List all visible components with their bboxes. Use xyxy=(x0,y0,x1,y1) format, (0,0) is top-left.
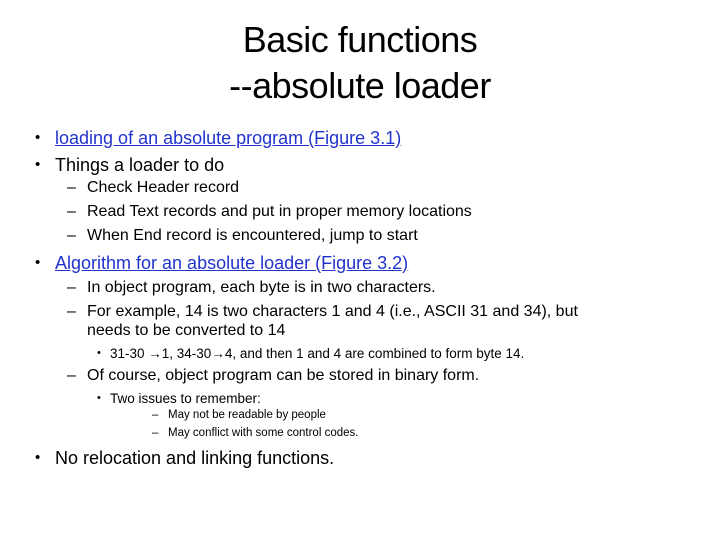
dash-marker: – xyxy=(67,303,76,320)
item-text: 31-30 →1, 34-30→4, and then 1 and 4 are combined to form byte 14. xyxy=(110,346,525,361)
bullet-disc-marker: • xyxy=(97,347,101,359)
item-no-relocation xyxy=(35,445,335,471)
item-when-end-record xyxy=(67,225,418,247)
item-things-loader-to-do xyxy=(35,152,225,178)
slide-title-line1: Basic functions xyxy=(242,19,478,60)
item-text: Things a loader to do xyxy=(55,155,225,175)
bullet-disc-marker: • xyxy=(35,254,41,271)
item-text: Check Header record xyxy=(87,179,240,196)
item-binary-form xyxy=(67,365,480,387)
bullet-disc-marker: • xyxy=(35,156,41,173)
bullet-disc-marker: • xyxy=(35,129,41,146)
slide-title xyxy=(0,17,720,109)
bullet-disc-marker: • xyxy=(97,392,101,404)
dash-marker: – xyxy=(67,279,76,296)
dash-marker: – xyxy=(67,179,76,196)
item-algorithm-absolute-loader xyxy=(35,250,409,276)
item-text: Read Text records and put in proper memory locations xyxy=(87,203,472,220)
item-read-text-records xyxy=(67,201,472,223)
item-text: For example, 14 is two characters 1 and 4 (i.e., ASCII 31 and 34), but xyxy=(87,303,578,320)
dash-marker: – xyxy=(152,427,159,439)
item-control-codes xyxy=(152,425,359,441)
item-text: May not be readable by people xyxy=(168,409,326,421)
item-text: needs to be converted to 14 xyxy=(87,322,286,339)
item-text: No relocation and linking functions. xyxy=(55,448,335,468)
link-figure-3-2[interactable]: Algorithm for an absolute loader (Figure 3.2) xyxy=(55,253,409,273)
item-text: May conflict with some control codes. xyxy=(168,427,359,439)
item-text: Two issues to remember: xyxy=(110,391,261,406)
item-loading-absolute-program xyxy=(35,125,402,151)
dash-marker: – xyxy=(152,409,159,421)
link-figure-3-1[interactable]: loading of an absolute program (Figure 3.1) xyxy=(55,128,402,148)
item-object-program-bytes xyxy=(67,277,436,299)
item-text: In object program, each byte is in two characters. xyxy=(87,279,436,296)
item-check-header-record xyxy=(67,177,240,199)
dash-marker: – xyxy=(67,367,76,384)
bullet-disc-marker: • xyxy=(35,449,41,466)
item-for-example-line2 xyxy=(87,320,285,342)
item-text: When End record is encountered, jump to start xyxy=(87,227,418,244)
dash-marker: – xyxy=(67,227,76,244)
slide-title-line2: --absolute loader xyxy=(229,65,491,106)
item-text: Of course, object program can be stored in binary form. xyxy=(87,367,480,384)
item-ascii-conversion xyxy=(97,344,525,363)
item-not-readable xyxy=(152,407,326,423)
dash-marker: – xyxy=(67,203,76,220)
item-two-issues xyxy=(97,389,261,408)
